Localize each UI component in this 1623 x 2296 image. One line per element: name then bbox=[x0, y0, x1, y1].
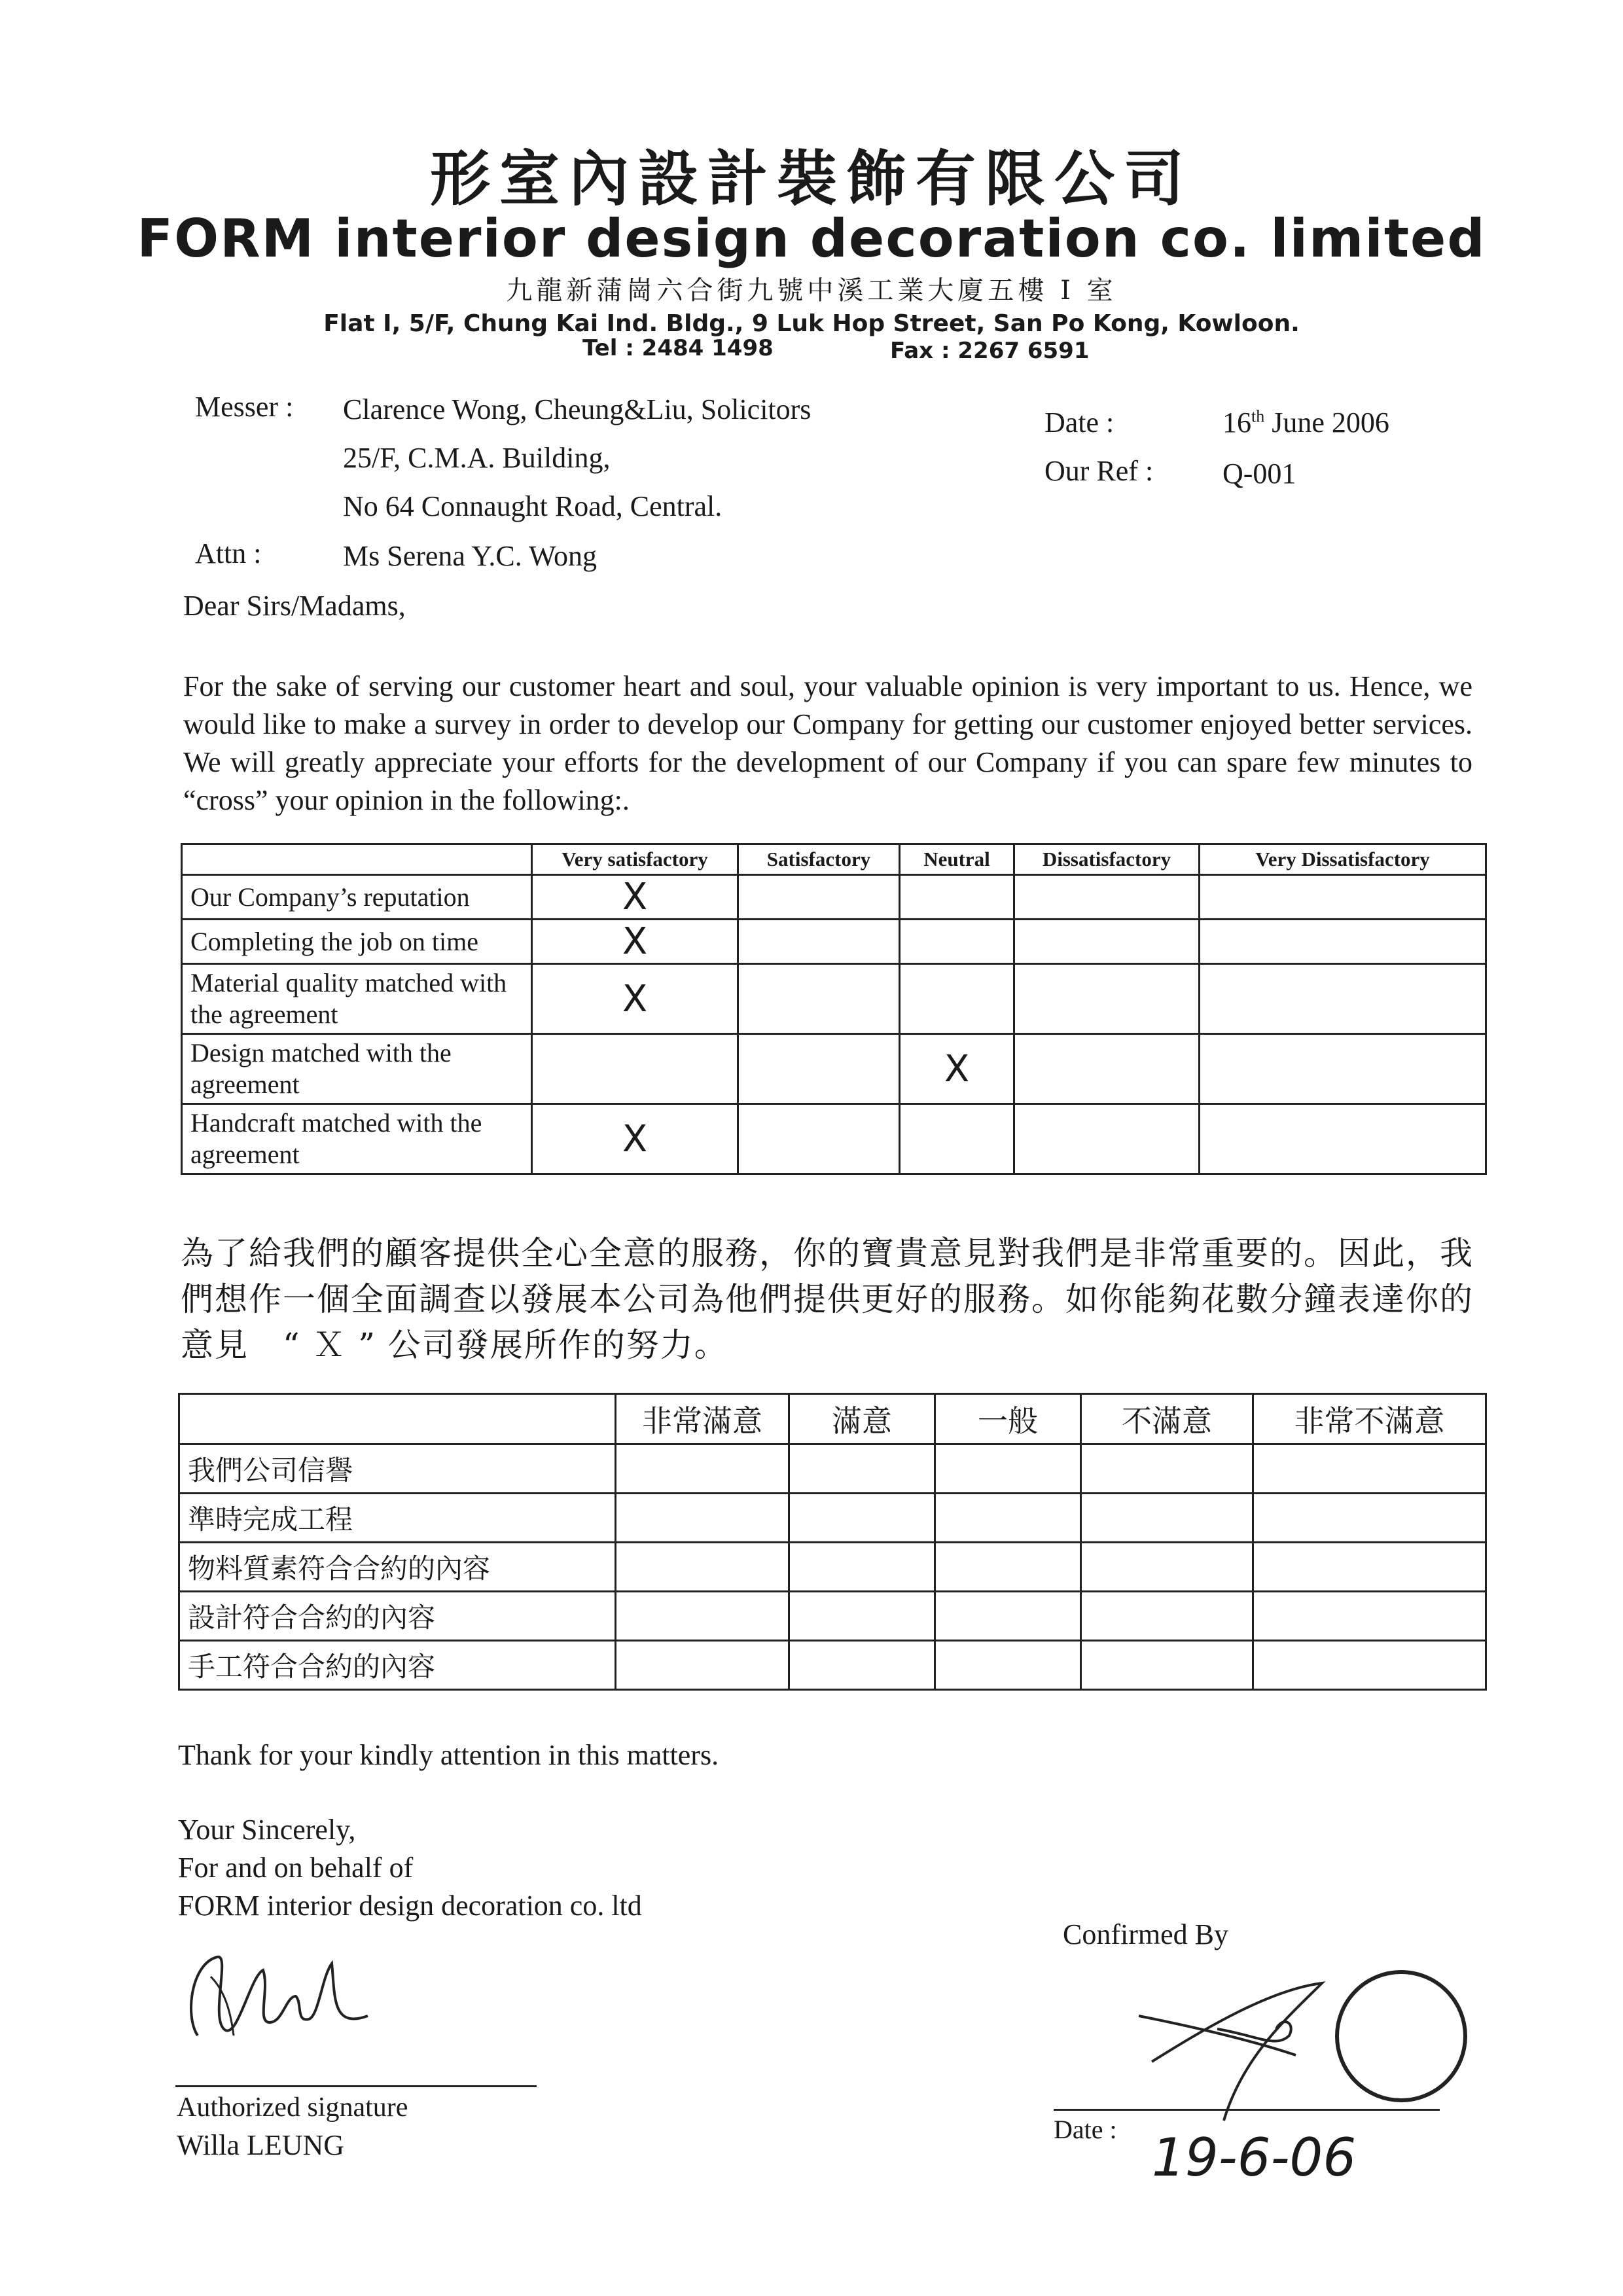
yours-sincerely: Your Sincerely, bbox=[178, 1814, 356, 1846]
rating-cell[interactable] bbox=[900, 964, 1014, 1034]
confirmed-by-label: Confirmed By bbox=[1063, 1918, 1228, 1950]
rating-cell[interactable] bbox=[900, 1034, 1014, 1104]
rating-cell[interactable] bbox=[1200, 1034, 1486, 1104]
rating-cell[interactable] bbox=[738, 964, 900, 1034]
row-label: Our Company’s reputation bbox=[182, 875, 532, 920]
table-header-cell: Satisfactory bbox=[738, 844, 900, 875]
our-ref-value: Q-001 bbox=[1222, 457, 1296, 490]
rating-cell[interactable] bbox=[616, 1543, 789, 1592]
row-label: Material quality matched with the agreement bbox=[182, 964, 532, 1034]
date-label: Date : bbox=[1044, 406, 1115, 439]
rating-cell[interactable] bbox=[789, 1494, 935, 1543]
rating-cell[interactable] bbox=[738, 1104, 900, 1174]
rating-cell[interactable] bbox=[1200, 920, 1486, 964]
rating-cell[interactable] bbox=[789, 1592, 935, 1641]
intro-paragraph-english: For the sake of serving our customer heart and soul, your valuable opinion is very important to us. Hence, we would like to make a survey in order to develop our Company for getting our customer enjoyed better services. We will greatly appreciate your efforts for the development of our Company if you can spare few minutes to “cross” your opinion in the following:. bbox=[183, 670, 1472, 816]
table-header-cell: 不滿意 bbox=[1081, 1394, 1253, 1444]
row-label: 準時完成工程 bbox=[179, 1494, 616, 1543]
survey-table-chinese bbox=[178, 1393, 1487, 1691]
rating-cell[interactable] bbox=[532, 920, 738, 964]
cross-mark: X bbox=[622, 876, 648, 918]
rating-cell[interactable] bbox=[1253, 1543, 1486, 1592]
confirm-date-handwritten: 19-6-06 bbox=[1152, 2127, 1357, 2188]
table-header-cell: 非常不滿意 bbox=[1253, 1394, 1486, 1444]
row-label: 我們公司信譽 bbox=[179, 1444, 616, 1494]
thanks-line: Thank for your kindly attention in this matters. bbox=[178, 1739, 719, 1771]
confirm-date-line bbox=[1054, 2109, 1440, 2111]
company-fax: Fax : 2267 6591 bbox=[890, 338, 1090, 364]
table-row bbox=[182, 964, 1486, 1034]
rating-cell[interactable] bbox=[1253, 1444, 1486, 1494]
table-header-cell: Neutral bbox=[900, 844, 1014, 875]
rating-cell[interactable] bbox=[1253, 1641, 1486, 1690]
rating-cell[interactable] bbox=[935, 1543, 1081, 1592]
intro-paragraph-chinese: 為了給我們的顧客提供全心全意的服務，你的寶貴意見對我們是非常重要的。因此，我們想作一個全面調查以發展本公司為他們提供更好的服務。如你能夠花數分鐘表達你的意見 “ Ｘ ” 公司發展所作的努力。 bbox=[181, 1234, 1474, 1364]
table-header-cell: Very satisfactory bbox=[532, 844, 738, 875]
rating-cell[interactable] bbox=[1253, 1592, 1486, 1641]
rating-cell[interactable] bbox=[738, 1034, 900, 1104]
signer-name: Willa LEUNG bbox=[177, 2129, 345, 2161]
row-label: 手工符合合約的內容 bbox=[179, 1641, 616, 1690]
table-header-cell: 非常滿意 bbox=[616, 1394, 789, 1444]
table-row bbox=[179, 1444, 1486, 1494]
date-value: 16th June 2006 bbox=[1222, 406, 1389, 439]
company-seal-stamp bbox=[1335, 1970, 1467, 2102]
table-header-cell: Dissatisfactory bbox=[1014, 844, 1200, 875]
table-header-cell: Very Dissatisfactory bbox=[1200, 844, 1486, 875]
rating-cell[interactable] bbox=[1253, 1494, 1486, 1543]
rating-cell[interactable] bbox=[616, 1444, 789, 1494]
table-row bbox=[179, 1543, 1486, 1592]
attn-label: Attn : bbox=[195, 537, 262, 569]
rating-cell[interactable] bbox=[900, 1104, 1014, 1174]
rating-cell[interactable] bbox=[900, 920, 1014, 964]
handwritten-signature bbox=[171, 1937, 407, 2055]
row-label: 物料質素符合合約的內容 bbox=[179, 1543, 616, 1592]
authorized-signature-label: Authorized signature bbox=[177, 2092, 408, 2123]
survey-table-english bbox=[181, 843, 1487, 1175]
table-header-cell: 滿意 bbox=[789, 1394, 935, 1444]
table-row bbox=[182, 1034, 1486, 1104]
cross-mark: X bbox=[622, 977, 648, 1020]
rating-cell[interactable] bbox=[1081, 1592, 1253, 1641]
rating-cell[interactable] bbox=[1200, 964, 1486, 1034]
rating-cell[interactable] bbox=[1081, 1641, 1253, 1690]
table-header-cell bbox=[179, 1394, 616, 1444]
table-row bbox=[179, 1592, 1486, 1641]
signature-line bbox=[175, 2085, 537, 2087]
cross-mark: X bbox=[622, 1117, 648, 1160]
company-telephone: Tel : 2484 1498 bbox=[582, 335, 774, 361]
on-behalf-of: For and on behalf of bbox=[178, 1852, 414, 1884]
rating-cell[interactable] bbox=[935, 1641, 1081, 1690]
company-address-english: Flat I, 5/F, Chung Kai Ind. Bldg., 9 Luk Hop Street, San Po Kong, Kowloon. bbox=[323, 310, 1300, 337]
salutation: Dear Sirs/Madams, bbox=[183, 590, 406, 622]
row-label: Design matched with the agreement bbox=[182, 1034, 532, 1104]
recipient-line-1: Clarence Wong, Cheung&Liu, Solicitors bbox=[343, 393, 812, 425]
rating-cell[interactable] bbox=[1014, 875, 1200, 920]
confirm-date-label: Date : bbox=[1054, 2115, 1117, 2144]
rating-cell[interactable] bbox=[1200, 875, 1486, 920]
table-header-row bbox=[182, 844, 1486, 875]
table-row bbox=[179, 1641, 1486, 1690]
rating-cell[interactable] bbox=[532, 1104, 738, 1174]
rating-cell[interactable] bbox=[532, 875, 738, 920]
recipient-line-2: 25/F, C.M.A. Building, bbox=[343, 442, 611, 474]
rating-cell[interactable] bbox=[1081, 1543, 1253, 1592]
rating-cell[interactable] bbox=[1014, 964, 1200, 1034]
rating-cell[interactable] bbox=[738, 920, 900, 964]
rating-cell[interactable] bbox=[789, 1641, 935, 1690]
rating-cell[interactable] bbox=[1081, 1444, 1253, 1494]
cross-mark: X bbox=[622, 920, 648, 963]
attn-value: Ms Serena Y.C. Wong bbox=[343, 540, 597, 572]
rating-cell[interactable] bbox=[1014, 1104, 1200, 1174]
company-name-english: FORM interior design decoration co. limited bbox=[137, 208, 1486, 269]
row-label: Handcraft matched with the agreement bbox=[182, 1104, 532, 1174]
table-row bbox=[182, 1104, 1486, 1174]
rating-cell[interactable] bbox=[532, 1034, 738, 1104]
rating-cell[interactable] bbox=[616, 1592, 789, 1641]
table-header-cell bbox=[182, 844, 532, 875]
rating-cell[interactable] bbox=[789, 1444, 935, 1494]
company-name-chinese: 形室內設計裝飾有限公司 bbox=[429, 143, 1193, 214]
our-ref-label: Our Ref : bbox=[1044, 455, 1154, 487]
rating-cell[interactable] bbox=[738, 875, 900, 920]
table-row bbox=[182, 875, 1486, 920]
rating-cell[interactable] bbox=[935, 1494, 1081, 1543]
table-row bbox=[179, 1494, 1486, 1543]
rating-cell[interactable] bbox=[532, 964, 738, 1034]
rating-cell[interactable] bbox=[900, 875, 1014, 920]
rating-cell[interactable] bbox=[616, 1494, 789, 1543]
rating-cell[interactable] bbox=[1081, 1494, 1253, 1543]
rating-cell[interactable] bbox=[935, 1444, 1081, 1494]
table-row bbox=[182, 920, 1486, 964]
rating-cell[interactable] bbox=[1014, 1034, 1200, 1104]
rating-cell[interactable] bbox=[616, 1641, 789, 1690]
row-label: Completing the job on time bbox=[182, 920, 532, 964]
recipient-line-3: No 64 Connaught Road, Central. bbox=[343, 490, 722, 522]
company-address-chinese: 九龍新蒲崗六合街九號中溪工業大廈五樓 I 室 bbox=[506, 276, 1117, 306]
table-header-cell: 一般 bbox=[935, 1394, 1081, 1444]
messer-label: Messer : bbox=[195, 391, 294, 423]
rating-cell[interactable] bbox=[1014, 920, 1200, 964]
rating-cell[interactable] bbox=[1200, 1104, 1486, 1174]
table-header-row bbox=[179, 1394, 1486, 1444]
cross-mark: X bbox=[944, 1047, 970, 1090]
rating-cell[interactable] bbox=[789, 1543, 935, 1592]
row-label: 設計符合合約的內容 bbox=[179, 1592, 616, 1641]
rating-cell[interactable] bbox=[935, 1592, 1081, 1641]
signatory-company: FORM interior design decoration co. ltd bbox=[178, 1890, 642, 1922]
